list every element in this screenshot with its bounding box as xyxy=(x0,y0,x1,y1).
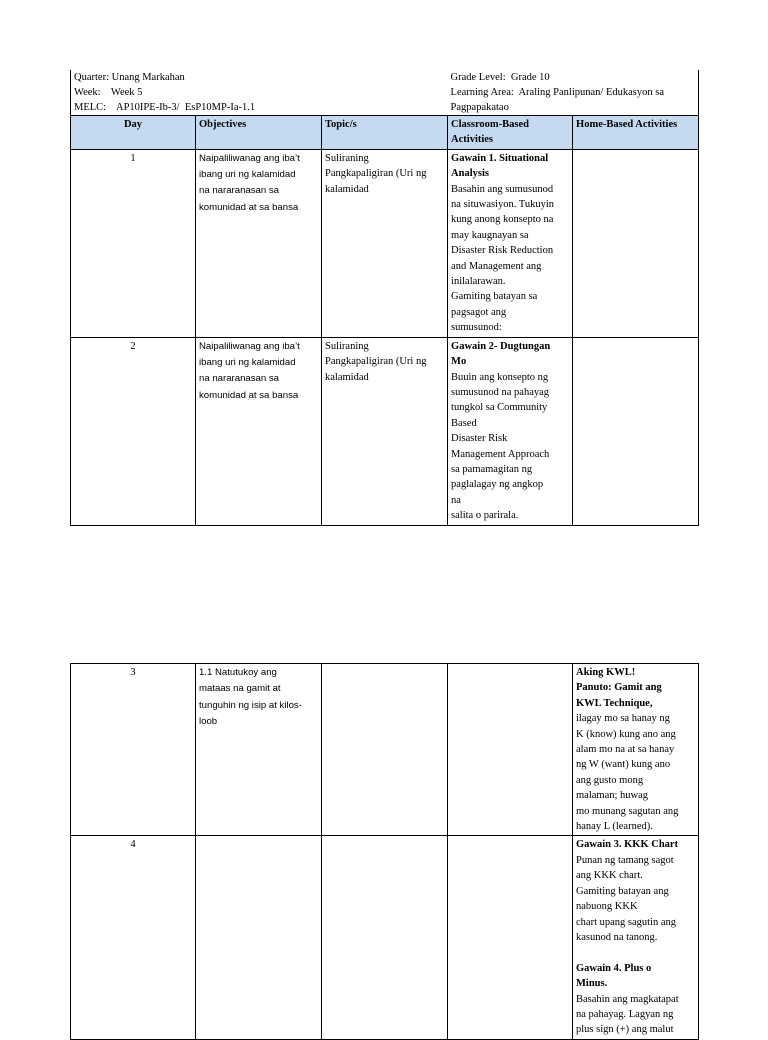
day-cell: 1 xyxy=(71,149,196,337)
home-cell xyxy=(573,149,699,337)
week-label: Week: Week 5 xyxy=(74,87,143,98)
text-line: kung anong konsepto na xyxy=(451,214,554,226)
text-line: salita o parirala. xyxy=(451,510,519,522)
day-cell: 3 xyxy=(71,664,196,836)
classroom-cell xyxy=(448,836,573,1039)
header-info-row xyxy=(71,70,699,116)
text-line: Suliraning xyxy=(325,340,369,352)
quarter-label: Quarter: Unang Markahan xyxy=(74,72,185,83)
text-line: komunidad at sa bansa xyxy=(199,389,299,401)
text-line: Punan ng tamang sagot xyxy=(576,854,674,866)
text-line: ng W (want) kung ano xyxy=(576,759,671,771)
text-line: na xyxy=(451,494,461,506)
text-line: and Management ang xyxy=(451,260,542,272)
activity-title: KWL Technique, xyxy=(576,697,653,709)
classroom-cell xyxy=(448,337,573,525)
text-line: Pangkapaligiran (Uri ng xyxy=(325,168,427,180)
day-cell: 4 xyxy=(71,836,196,1039)
activity-title: Gawain 3. KKK Chart xyxy=(576,839,679,851)
text-line: tunguhin ng isip at kilos- xyxy=(199,699,302,711)
text-line: Suliraning xyxy=(325,152,369,164)
col-objectives: Objectives xyxy=(196,116,322,150)
text-line: Basahin ang magkatapat xyxy=(576,993,679,1005)
learning-area-label-cont: Pagpapakatao xyxy=(450,102,509,113)
text-line: may kaugnayan sa xyxy=(451,229,529,241)
text-line: tungkol sa Community xyxy=(451,402,548,414)
table-row xyxy=(71,664,699,836)
text-line: Basahin ang sumusunod xyxy=(451,183,554,195)
text-line: ang KKK chart. xyxy=(576,870,643,882)
text-line: na nararanasan sa xyxy=(199,373,280,385)
header-left xyxy=(71,70,448,116)
learning-area-label: Learning Area: Araling Panlipunan/ Edukasyon sa xyxy=(450,87,664,98)
lesson-plan-table-1 xyxy=(70,70,699,526)
topics-cell xyxy=(322,149,448,337)
grade-level-label: Grade Level: Grade 10 xyxy=(450,72,550,83)
activity-title: Gawain 4. Plus o xyxy=(576,962,652,974)
objectives-cell xyxy=(196,149,322,337)
column-header-row xyxy=(71,116,699,150)
text-line: kasunod na tanong. xyxy=(576,931,658,943)
topics-cell xyxy=(322,836,448,1039)
text-line: ibang uri ng kalamidad xyxy=(199,169,296,181)
table-row xyxy=(71,836,699,1039)
text-line: hanay L (learned). xyxy=(576,821,653,833)
text-line: ibang uri ng kalamidad xyxy=(199,356,296,368)
col-day: Day xyxy=(71,116,196,150)
text-line: na situwasiyon. Tukuyin xyxy=(451,199,555,211)
classroom-cell xyxy=(448,664,573,836)
text-line: Buuin ang konsepto ng xyxy=(451,371,549,383)
text-line: sa pamamagitan ng xyxy=(451,463,533,475)
text-line: nabuong KKK xyxy=(576,901,638,913)
objectives-cell xyxy=(196,836,322,1039)
text-line: komunidad at sa bansa xyxy=(199,201,299,213)
text-line: mo munang sagutan ang xyxy=(576,805,679,817)
activity-title: Panuto: Gamit ang xyxy=(576,682,662,694)
text-line: ang gusto mong xyxy=(576,774,644,786)
text-line: Naipaliliwanag ang iba’t xyxy=(199,152,300,164)
text-line: malaman; huwag xyxy=(576,790,649,802)
col-home: Home-Based Activities xyxy=(573,116,699,150)
table-row xyxy=(71,337,699,525)
text-line: Gamiting batayan ang xyxy=(576,885,669,897)
lesson-plan-table-2 xyxy=(70,663,699,1040)
col-topics: Topic/s xyxy=(322,116,448,150)
text-line: Pangkapaligiran (Uri ng xyxy=(325,356,427,368)
text-line: sumusunod: xyxy=(451,322,502,334)
activity-title: Aking KWL! xyxy=(576,667,636,678)
text-line: kalamidad xyxy=(325,183,369,195)
text-line: 1.1 Natutukoy ang xyxy=(199,667,277,678)
text-line: sumusunod na pahayag xyxy=(451,386,550,398)
home-cell xyxy=(573,836,699,1039)
table-row xyxy=(71,149,699,337)
text-line: loob xyxy=(199,715,218,727)
melc-label: MELC: AP10IPE-Ib-3/ EsP10MP-Ia-1.1 xyxy=(74,102,256,113)
text-line: Disaster Risk Reduction xyxy=(451,245,554,257)
text-line: inilalarawan. xyxy=(451,276,506,288)
home-cell xyxy=(573,337,699,525)
activity-title: Mo xyxy=(451,356,467,368)
text-line: Disaster Risk xyxy=(451,433,508,445)
classroom-cell xyxy=(448,149,573,337)
objectives-cell xyxy=(196,337,322,525)
text-line: kalamidad xyxy=(325,371,369,383)
text-line: plus sign (+) ang malut xyxy=(576,1024,674,1036)
text-line: mataas na gamit at xyxy=(199,683,281,695)
topics-cell xyxy=(322,664,448,836)
text-line: chart upang sagutin ang xyxy=(576,916,677,928)
col-classroom: Classroom-Based Activities xyxy=(448,116,573,150)
text-line: ilagay mo sa hanay ng xyxy=(576,713,670,725)
header-right xyxy=(448,70,699,116)
text-line: Gamiting batayan sa xyxy=(451,291,538,303)
text-line: Naipaliliwanag ang iba’t xyxy=(199,340,300,352)
text-line: alam mo na at sa hanay xyxy=(576,744,675,756)
text-line: paglalagay ng angkop xyxy=(451,479,544,491)
text-line: K (know) kung ano ang xyxy=(576,728,676,740)
topics-cell xyxy=(322,337,448,525)
text-line: pagsagot ang xyxy=(451,306,507,318)
home-cell xyxy=(573,664,699,836)
day-cell: 2 xyxy=(71,337,196,525)
spacer xyxy=(576,945,695,960)
activity-title: Analysis xyxy=(451,168,489,180)
text-line: Based xyxy=(451,417,477,429)
text-line: na pahayag. Lagyan ng xyxy=(576,1008,674,1020)
activity-title: Gawain 2- Dugtungan xyxy=(451,340,551,352)
activity-title: Gawain 1. Situational xyxy=(451,152,549,164)
text-line: na nararanasan sa xyxy=(199,185,280,197)
activity-title: Minus. xyxy=(576,978,608,990)
objectives-cell xyxy=(196,664,322,836)
text-line: Management Approach xyxy=(451,448,550,460)
